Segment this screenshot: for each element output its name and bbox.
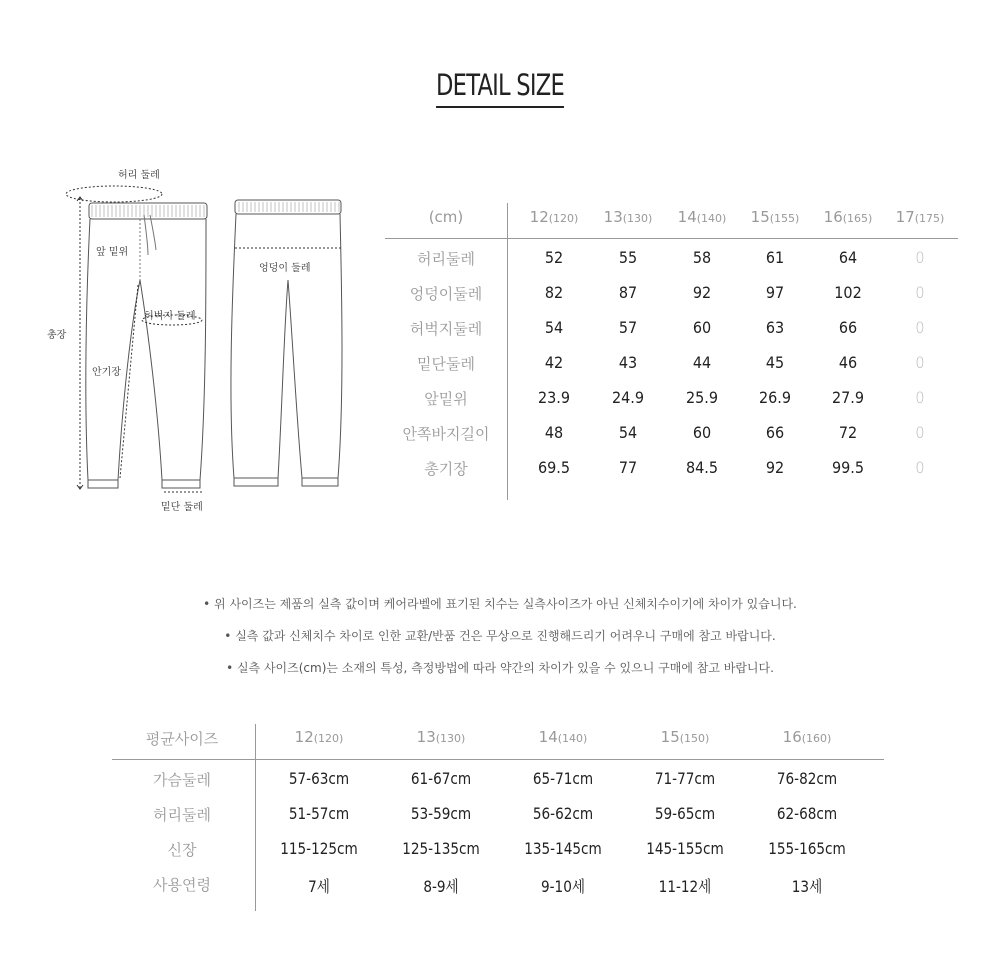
size-table-header <box>385 200 958 239</box>
table-cell: 66 <box>765 423 785 442</box>
table-cell: 102 <box>834 283 862 302</box>
table-cell: 57 <box>618 318 638 337</box>
row-label: 총기장 <box>424 460 468 478</box>
inseam-label: 안기장 <box>92 367 121 378</box>
row-label: 허리둘레 <box>417 250 475 268</box>
table-cell: 0 <box>915 283 925 302</box>
table-cell: 60 <box>692 318 712 337</box>
table-cell: 48 <box>544 423 564 442</box>
table-cell: 42 <box>544 353 564 372</box>
table-cell: 13세 <box>791 877 823 896</box>
table-row <box>385 414 958 449</box>
table-cell: 52 <box>544 248 564 267</box>
waist-label: 허리 둘레 <box>118 170 160 181</box>
table-cell: 54 <box>544 318 564 337</box>
table-cell: 24.9 <box>611 388 645 407</box>
table-row <box>112 865 884 900</box>
table-row <box>385 379 958 414</box>
row-label: 사용연령 <box>153 876 211 894</box>
table-cell: 27.9 <box>831 388 865 407</box>
table-cell: 44 <box>692 353 712 372</box>
table-cell: 84.5 <box>685 458 719 477</box>
notes-list <box>0 592 1000 688</box>
note-item: • 위 사이즈는 제품의 실측 값이며 케어라벨에 표기된 치수는 실측사이즈가 아닌 신체치수이기에 차이가 있습니다. <box>203 597 797 611</box>
row-label: 밑단둘레 <box>417 355 475 373</box>
table-cell: 87 <box>618 283 638 302</box>
table-cell: 72 <box>838 423 858 442</box>
row-label: 안쪽바지길이 <box>402 425 490 443</box>
table-cell: 92 <box>765 458 785 477</box>
size-table <box>385 200 958 484</box>
avg-column-header: 12(120) <box>294 728 344 746</box>
table-cell: 99.5 <box>831 458 865 477</box>
table-cell: 54 <box>618 423 638 442</box>
table-cell: 23.9 <box>537 388 571 407</box>
pants-measurement-diagram <box>40 160 360 530</box>
page-title-text: DETAIL SIZE <box>436 66 564 108</box>
table-cell: 125-135cm <box>402 839 480 858</box>
hip-label: 엉덩이 둘레 <box>259 263 311 274</box>
row-label: 앞밑위 <box>424 390 468 408</box>
average-size-header-label: 평균사이즈 <box>145 730 219 748</box>
table-cell: 65-71cm <box>532 769 594 788</box>
table-cell: 64 <box>838 248 858 267</box>
table-cell: 53-59cm <box>410 804 472 823</box>
table-cell: 61 <box>765 248 785 267</box>
avg-column-header: 16(160) <box>782 728 832 746</box>
avg-column-header: 14(140) <box>538 728 588 746</box>
table-cell: 155-165cm <box>768 839 846 858</box>
table-cell: 63 <box>765 318 785 337</box>
table-cell: 66 <box>838 318 858 337</box>
table-row <box>385 309 958 344</box>
row-label: 신장 <box>167 841 197 859</box>
table-cell: 55 <box>618 248 638 267</box>
table-cell: 62-68cm <box>776 804 838 823</box>
note-item: • 실측 사이즈(cm)는 소재의 특성, 측정방법에 따라 약간의 차이가 있을 수 있으니 구매에 참고 바랍니다. <box>226 661 774 675</box>
size-column-header: 12(120) <box>529 208 579 226</box>
table-row <box>385 344 958 379</box>
hem-label: 밑단 둘레 <box>161 502 203 513</box>
average-table-divider <box>255 724 256 911</box>
table-cell: 0 <box>915 423 925 442</box>
table-cell: 0 <box>915 248 925 267</box>
thigh-label: 허벅지 둘레 <box>144 311 196 322</box>
average-size-table-header <box>112 722 884 760</box>
table-cell: 58 <box>692 248 712 267</box>
table-cell: 76-82cm <box>776 769 838 788</box>
size-column-header: 15(155) <box>750 208 800 226</box>
table-cell: 71-77cm <box>654 769 716 788</box>
row-label: 가슴둘레 <box>153 771 211 789</box>
front-rise-label: 앞 밑위 <box>96 247 129 258</box>
table-row <box>112 830 884 865</box>
total-length-label: 총장 <box>47 330 67 341</box>
table-cell: 0 <box>915 353 925 372</box>
table-cell: 46 <box>838 353 858 372</box>
size-column-header: 14(140) <box>677 208 727 226</box>
row-label: 엉덩이둘레 <box>409 285 483 303</box>
table-cell: 25.9 <box>685 388 719 407</box>
page-title <box>0 66 1000 108</box>
table-cell: 9-10세 <box>540 877 586 896</box>
table-cell: 82 <box>544 283 564 302</box>
table-cell: 56-62cm <box>532 804 594 823</box>
size-column-header: 17(175) <box>895 208 945 226</box>
size-column-header: 13(130) <box>603 208 653 226</box>
table-cell: 7세 <box>308 877 330 896</box>
avg-column-header: 15(150) <box>660 728 710 746</box>
table-cell: 57-63cm <box>288 769 350 788</box>
size-table-body <box>385 239 958 484</box>
table-cell: 26.9 <box>758 388 792 407</box>
table-cell: 0 <box>915 318 925 337</box>
table-row <box>385 274 958 309</box>
row-label: 허벅지둘레 <box>409 320 483 338</box>
table-cell: 11-12세 <box>658 877 712 896</box>
size-column-header: 16(165) <box>823 208 873 226</box>
table-cell: 8-9세 <box>423 877 459 896</box>
table-cell: 61-67cm <box>410 769 472 788</box>
average-size-table <box>112 722 884 900</box>
table-cell: 43 <box>618 353 638 372</box>
table-cell: 97 <box>765 283 785 302</box>
note-item: • 실측 값과 신체치수 차이로 인한 교환/반품 건은 무상으로 진행해드리기 어려우니 구매에 참고 바랍니다. <box>224 629 776 643</box>
table-row <box>112 795 884 830</box>
table-cell: 77 <box>618 458 638 477</box>
table-cell: 69.5 <box>537 458 571 477</box>
table-cell: 59-65cm <box>654 804 716 823</box>
table-cell: 45 <box>765 353 785 372</box>
table-cell: 0 <box>915 458 925 477</box>
table-cell: 115-125cm <box>280 839 358 858</box>
table-row <box>112 760 884 795</box>
pants-illustration <box>40 160 360 530</box>
table-row <box>385 239 958 274</box>
table-cell: 51-57cm <box>288 804 350 823</box>
size-table-divider <box>507 203 508 500</box>
table-cell: 92 <box>692 283 712 302</box>
table-row <box>385 449 958 484</box>
table-cell: 60 <box>692 423 712 442</box>
table-cell: 0 <box>915 388 925 407</box>
avg-column-header: 13(130) <box>416 728 466 746</box>
table-cell: 145-155cm <box>646 839 724 858</box>
average-size-table-body <box>112 760 884 900</box>
unit-label: (cm) <box>428 208 464 226</box>
table-cell: 135-145cm <box>524 839 602 858</box>
row-label: 허리둘레 <box>153 806 211 824</box>
